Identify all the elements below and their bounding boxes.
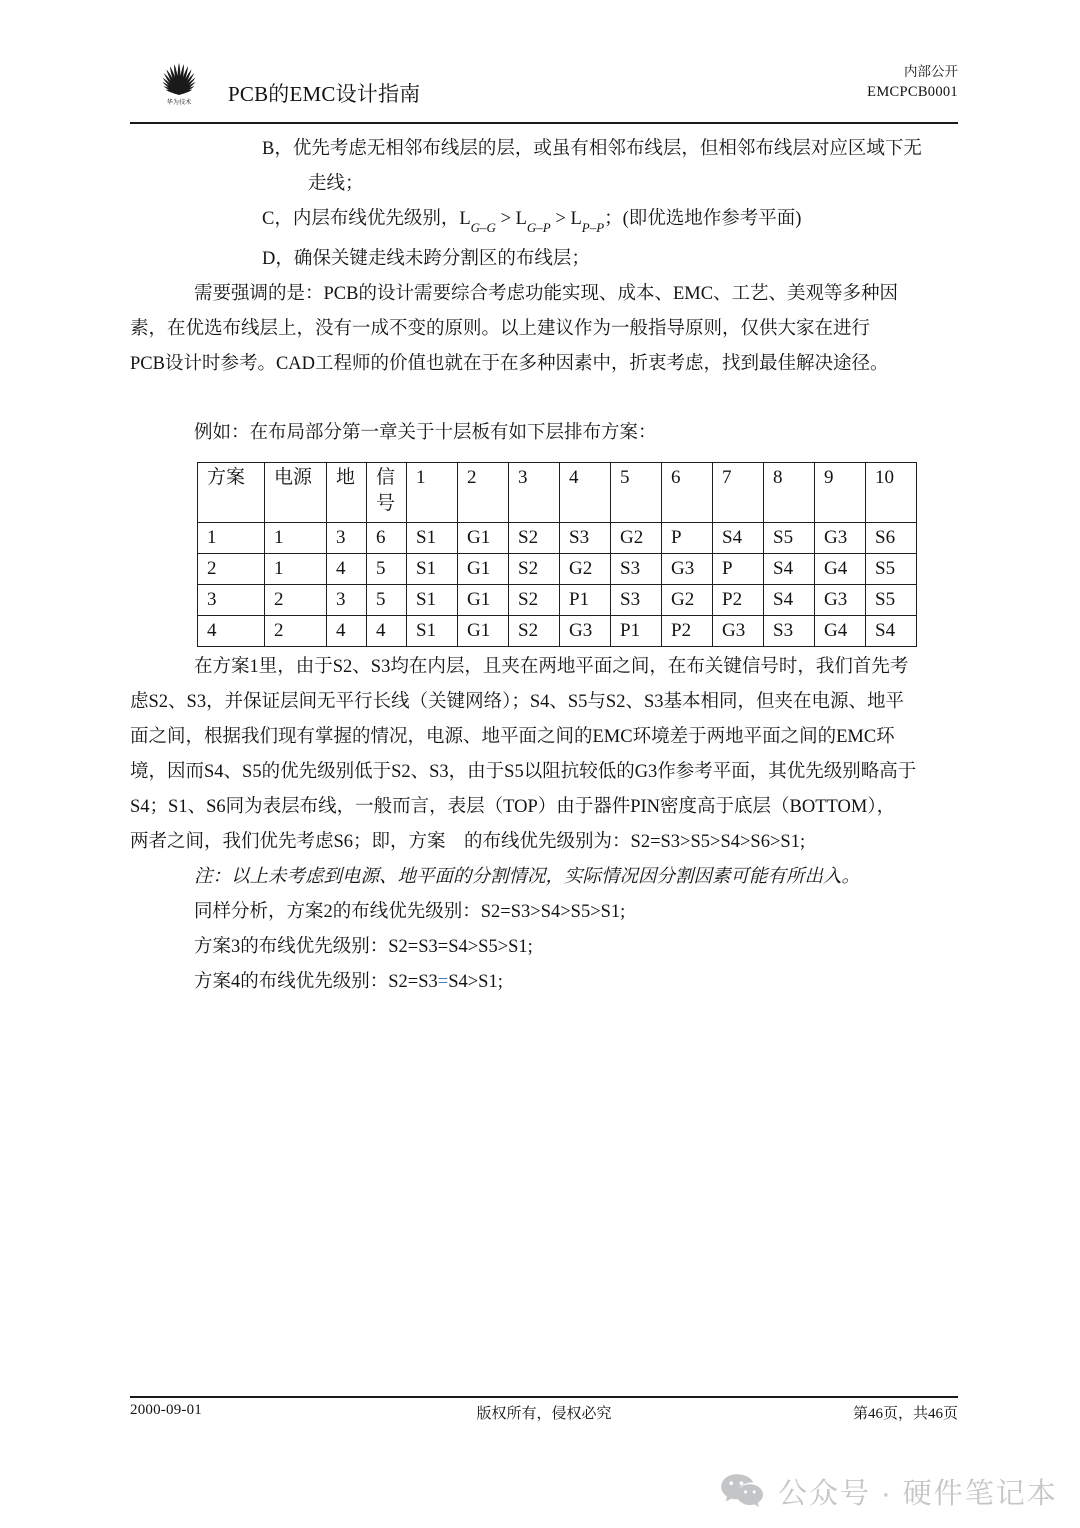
scheme3-priority-line: 方案3的布线优先级别：S2=S3=S4>S5>S1; [194, 937, 533, 957]
table-cell: S1 [407, 523, 458, 554]
table-cell: P2 [662, 616, 713, 647]
table-cell: 4 [367, 616, 407, 647]
list-item-c-mid1: > L [495, 209, 527, 229]
scheme2-priority-line: 同样分析，方案2的布线优先级别：S2=S3>S4>S5>S1; [194, 902, 626, 922]
page-footer [130, 1402, 958, 1428]
table-row [198, 523, 917, 554]
table-cell: P2 [713, 585, 764, 616]
table-cell: S3 [560, 523, 611, 554]
table-cell: 4 [198, 616, 265, 647]
table-cell: S5 [866, 585, 917, 616]
table-cell: 3 [327, 585, 367, 616]
table-cell: 5 [367, 585, 407, 616]
table-header-cell: 方案 [198, 463, 265, 523]
table-header-cell: 8 [764, 463, 815, 523]
table-cell: G4 [815, 554, 866, 585]
list-item-c [130, 202, 958, 242]
page-header [130, 50, 958, 112]
paragraph2-line5: S4；S1、S6同为表层布线，一般而言，表层（TOP）由于器件PIN密度高于底层（BOTTOM）， [130, 797, 896, 817]
table-header-cell: 3 [509, 463, 560, 523]
table-cell: S3 [764, 616, 815, 647]
table-cell: S1 [407, 585, 458, 616]
scheme4-priority-line [130, 965, 958, 1000]
table-cell: 2 [265, 585, 327, 616]
header-meta [867, 62, 958, 103]
table-cell: S2 [509, 616, 560, 647]
document-body [130, 132, 958, 451]
paragraph-gap [130, 382, 958, 416]
table-cell: G3 [713, 616, 764, 647]
list-item-c-prefix: C，内层布线优先级别，L [262, 209, 471, 229]
table-cell: 5 [367, 554, 407, 585]
table-header-cell: 5 [611, 463, 662, 523]
huawei-fan-logo [148, 54, 210, 106]
table-row [198, 616, 917, 647]
subscript-pp: P–P [581, 219, 605, 235]
table-cell: 2 [198, 554, 265, 585]
table-cell: 6 [367, 523, 407, 554]
table-cell: G1 [458, 554, 509, 585]
table-cell: 1 [265, 523, 327, 554]
footer-divider [130, 1396, 958, 1398]
paragraph1-line1: 需要强调的是：PCB的设计需要综合考虑功能实现、成本、EMC、工艺、美观等多种因 [194, 283, 899, 304]
subscript-gg: G–G [470, 219, 496, 235]
table-header-cell: 信号 [367, 463, 407, 523]
table-cell: S3 [611, 554, 662, 585]
table-cell: P1 [560, 585, 611, 616]
note-line: 注：以上未考虑到电源、地平面的分割情况，实际情况因分割因素可能有所出入。 [194, 867, 861, 887]
table-cell: 4 [327, 616, 367, 647]
table-cell: S4 [866, 616, 917, 647]
paragraph2-line2: 虑S2、S3，并保证层间无平行长线（关键网络）；S4、S5与S2、S3基本相同，但夹在电源、地平 [130, 692, 904, 712]
paragraph2-line4: 境，因而S4、S5的优先级别低于S2、S3，由于S5以阻抗较低的G3作参考平面，其优先级别略高于 [130, 762, 917, 782]
page-title: PCB的EMC设计指南 [228, 82, 421, 106]
table-cell: 1 [265, 554, 327, 585]
table-cell: S3 [611, 585, 662, 616]
table-header-row [198, 463, 917, 523]
table-cell: G3 [560, 616, 611, 647]
table-cell: S4 [713, 523, 764, 554]
subscript-gp: G–P [526, 219, 551, 235]
table-cell: P [662, 523, 713, 554]
table-cell: S1 [407, 554, 458, 585]
list-item-c-suffix: ；(即优选地作参考平面) [604, 209, 802, 229]
table-header-cell: 2 [458, 463, 509, 523]
table-cell: S2 [509, 554, 560, 585]
layer-stackup-table-wrapper [197, 462, 896, 647]
table-header-cell: 6 [662, 463, 713, 523]
table-header-cell: 9 [815, 463, 866, 523]
paragraph1-line3: PCB设计时参考。CAD工程师的价值也就在于在多种因素中，折衷考虑，找到最佳解决途径。 [130, 353, 889, 374]
layer-stackup-table [197, 462, 917, 647]
table-cell: S4 [764, 585, 815, 616]
footer-pagination: 第46页，共46页 [852, 1406, 958, 1422]
table-cell: G2 [662, 585, 713, 616]
classification-label: 内部公开 [904, 64, 958, 79]
table-cell: P [713, 554, 764, 585]
table-cell: S5 [866, 554, 917, 585]
paragraph2-line3: 面之间，根据我们现有掌握的情况，电源、地平面之间的EMC环境差于两地平面之间的EMC环 [130, 727, 895, 747]
table-cell: G1 [458, 585, 509, 616]
table-cell: S1 [407, 616, 458, 647]
table-cell: P1 [611, 616, 662, 647]
table-cell: G2 [611, 523, 662, 554]
table-row [198, 554, 917, 585]
table-cell: G3 [815, 523, 866, 554]
table-cell: S5 [764, 523, 815, 554]
scheme4-blue-equals: = [437, 972, 449, 992]
watermark-text: 公众号 · 硬件笔记本 [778, 1477, 1058, 1510]
footer-copyright: 版权所有，侵权必究 [476, 1406, 612, 1422]
list-item-d: D，确保关键走线未跨分割区的布线层； [262, 248, 590, 269]
scheme4-prefix: 方案4的布线优先级别：S2=S3 [194, 972, 438, 992]
paragraph1-line2: 素，在优选布线层上，没有一成不变的原则。以上建议作为一般指导原则，仅供大家在进行 [130, 318, 871, 339]
list-item-b-line1: B，优先考虑无相邻布线层的层，或虽有相邻布线层，但相邻布线层对应区域下无 [262, 139, 922, 159]
list-item-b-line2: 走线； [308, 174, 364, 194]
wechat-watermark-banner [720, 1468, 1058, 1514]
table-header-cell: 电源 [265, 463, 327, 523]
table-cell: G2 [560, 554, 611, 585]
table-cell: G1 [458, 523, 509, 554]
document-body-lower [130, 650, 958, 1000]
footer-date: 2000-09-01 [130, 1402, 202, 1418]
table-cell: S4 [764, 554, 815, 585]
table-header-cell: 10 [866, 463, 917, 523]
table-cell: S2 [509, 523, 560, 554]
table-body [198, 523, 917, 647]
table-cell: G3 [662, 554, 713, 585]
paragraph2-line1: 在方案1里，由于S2、S3均在内层，且夹在两地平面之间，在布关键信号时，我们首先考 [194, 657, 909, 677]
table-header-cell: 1 [407, 463, 458, 523]
table-header-cell: 7 [713, 463, 764, 523]
table-row [198, 585, 917, 616]
wechat-icon [720, 1473, 764, 1509]
table-cell: 1 [198, 523, 265, 554]
table-header-cell: 4 [560, 463, 611, 523]
table-cell: 4 [327, 554, 367, 585]
logo-caption: 华为技术 [166, 99, 192, 106]
table-header-cell: 地 [327, 463, 367, 523]
example-intro-line: 例如：在布局部分第一章关于十层板有如下层排布方案： [194, 422, 657, 443]
table-cell: 2 [265, 616, 327, 647]
table-cell: 3 [198, 585, 265, 616]
table-cell: 3 [327, 523, 367, 554]
table-cell: G3 [815, 585, 866, 616]
table-cell: S2 [509, 585, 560, 616]
table-cell: G4 [815, 616, 866, 647]
header-divider [130, 122, 958, 124]
document-id: EMCPCB0001 [867, 83, 958, 100]
table-cell: S6 [866, 523, 917, 554]
table-cell: G1 [458, 616, 509, 647]
paragraph2-line6: 两者之间，我们优先考虑S6；即，方案 的布线优先级别为：S2=S3>S5>S4>S6>S1; [130, 832, 806, 852]
list-item-c-mid2: > L [550, 209, 582, 229]
scheme4-suffix: S4>S1; [448, 972, 503, 992]
